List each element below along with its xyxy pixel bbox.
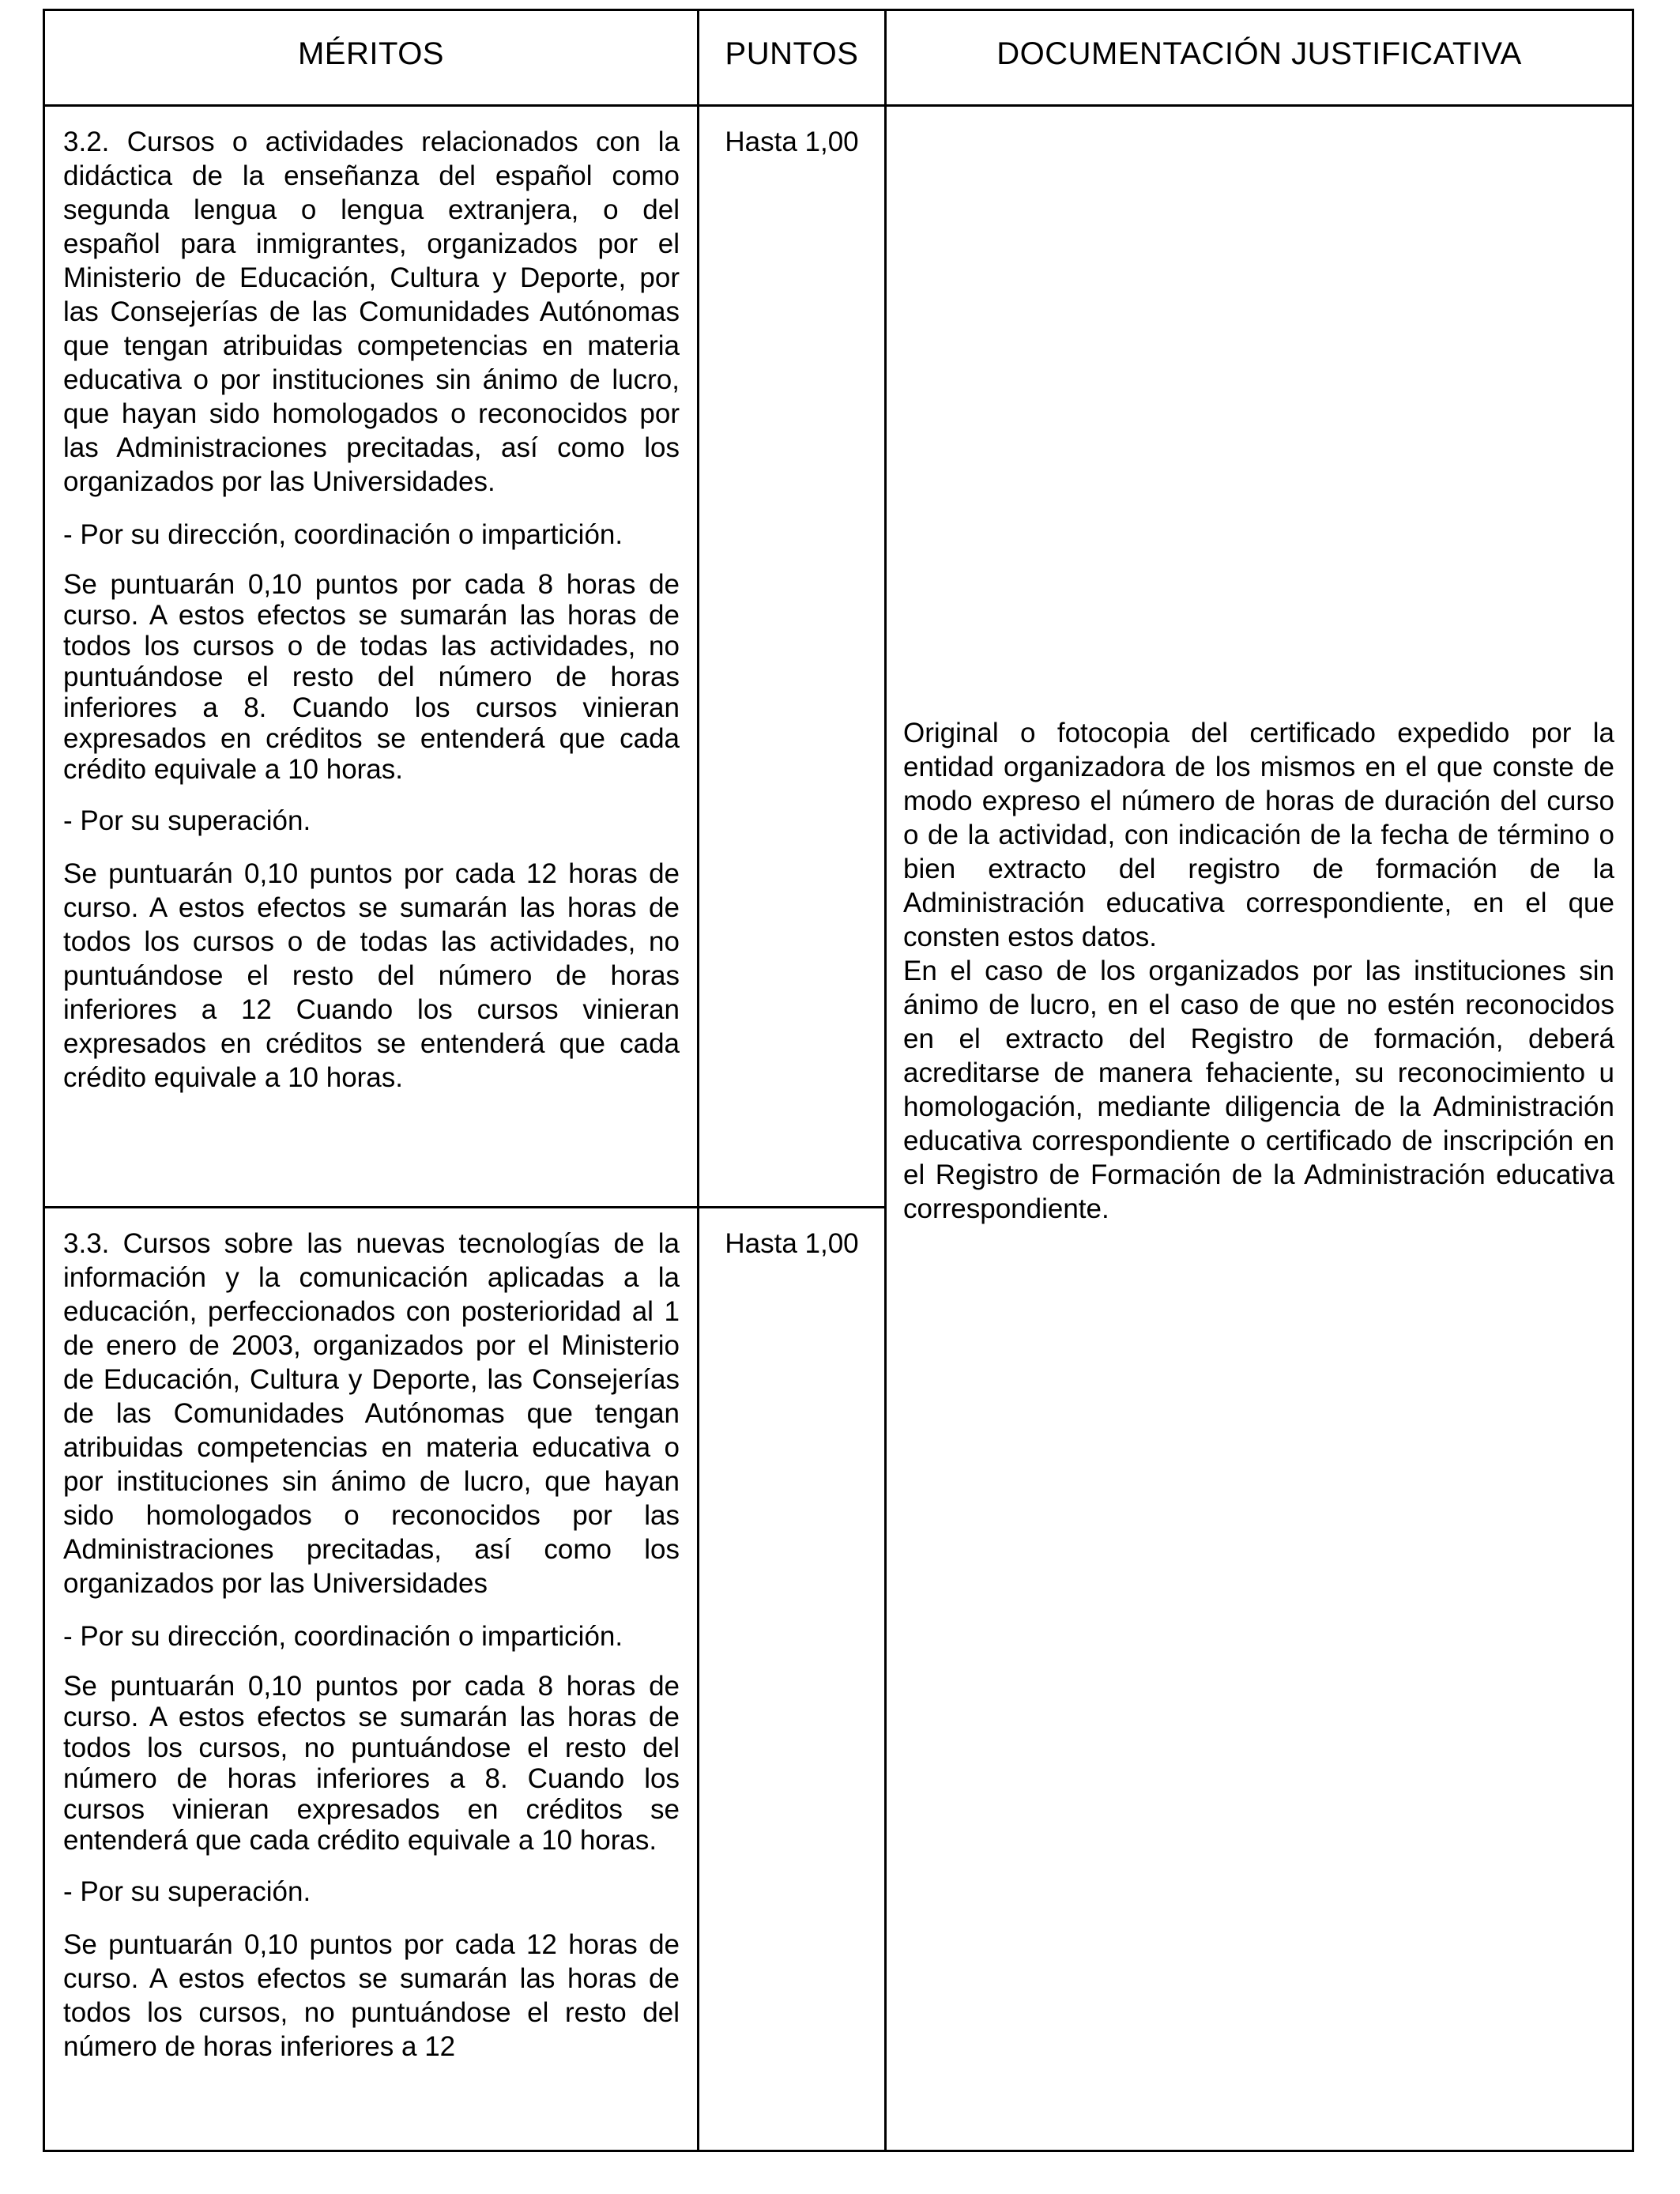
superation-label: - Por su superación. [63, 1876, 311, 1907]
header-meritos-label: MÉRITOS [297, 36, 444, 71]
column-divider-1 [697, 9, 699, 2152]
points-cell-3-2 [699, 125, 884, 159]
documentation-paragraph-1: Original o fotocopia del certificado expedido por la entidad organizadora de los mismos en el que conste de modo expreso el número de horas de duración del curso o de la actividad, con indicación de la fecha de término o bien extracto del registro de formación de la Administración educativa correspondiente, en el que consten estos datos. [903, 718, 1614, 952]
superation-label: - Por su superación. [63, 805, 311, 836]
header-documentacion [887, 11, 1632, 96]
header-meritos [45, 11, 697, 96]
superation-rule: Se puntuarán 0,10 puntos por cada 12 horas de curso. A estos efectos se sumarán las horas de todos los cursos, no puntuándose el resto del número de horas inferiores a 12 [63, 1929, 680, 2062]
row-separator [43, 1206, 887, 1208]
documentation-paragraph-2: En el caso de los organizados por las instituciones sin ánimo de lucro, en el caso de que no estén reconocidos en el extracto del Registro de formación, deberá acreditarse de manera fehaciente, su reconocimiento u homologación, mediante diligencia de la Administración educativa correspondiente o certificado de inscripción en el Registro de Formación de la Administración educativa correspondiente. [903, 956, 1614, 1224]
column-divider-2 [884, 9, 887, 2152]
points-cell-3-3 [699, 1227, 884, 1261]
merit-intro: 3.2. Cursos o actividades relacionados con la didáctica de la enseñanza del español como segunda lengua o lengua extranjera, o del español para inmigrantes, organizados por el Ministerio de Educación, Cultura y Deporte, por las Consejerías de las Comunidades Autónomas que tengan atribuidas competencias en materia educativa o por instituciones sin ánimo de lucro, que hayan sido homologados o reconocidos por las Administraciones precitadas, así como los organizados por las Universidades. [63, 126, 680, 497]
merit-cell-3-3 [63, 1227, 680, 2064]
header-puntos [699, 11, 884, 96]
header-bottom-border [43, 104, 1634, 107]
direction-rule: Se puntuarán 0,10 puntos por cada 8 horas de curso. A estos efectos se sumarán las horas de todos los cursos, no puntuándose el resto del número de horas inferiores a 8. Cuando los cursos vinieran expresados en créditos se entenderá que cada crédito equivale a 10 horas. [63, 1671, 680, 1856]
header-documentacion-label: DOCUMENTACIÓN JUSTIFICATIVA [996, 36, 1522, 71]
points-value: Hasta 1,00 [725, 1228, 859, 1259]
table-bottom-border [43, 2150, 1634, 2152]
documentation-cell [903, 716, 1614, 1226]
header-puntos-label: PUNTOS [725, 36, 859, 71]
points-value: Hasta 1,00 [725, 126, 859, 157]
merit-cell-3-2 [63, 125, 680, 1095]
table-right-border [1632, 9, 1634, 2152]
direction-label: - Por su dirección, coordinación o impartición. [63, 519, 623, 550]
superation-rule: Se puntuarán 0,10 puntos por cada 12 horas de curso. A estos efectos se sumarán las horas de todos los cursos o de todas las actividades, no puntuándose el resto del número de horas inferiores a 12 Cuando los cursos vinieran expresados en créditos se entenderá que cada crédito equivale a 10 horas. [63, 858, 680, 1093]
table-left-border [43, 9, 45, 2152]
direction-label: - Por su dirección, coordinación o impartición. [63, 1621, 623, 1652]
merit-intro: 3.3. Cursos sobre las nuevas tecnologías de la información y la comunicación aplicadas a la educación, perfeccionados con posterioridad al 1 de enero de 2003, organizados por el Ministerio de Educación, Cultura y Deporte, las Consejerías de las Comunidades Autónomas que tengan atribuidas competencias en materia educativa o por instituciones sin ánimo de lucro, que hayan sido homologados o reconocidos por las Administraciones precitadas, así como los organizados por las Universidades [63, 1228, 680, 1599]
direction-rule: Se puntuarán 0,10 puntos por cada 8 horas de curso. A estos efectos se sumarán las horas de todos los cursos o de todas las actividades, no puntuándose el resto del número de horas inferiores a 8. Cuando los cursos vinieran expresados en créditos se entenderá que cada crédito equivale a 10 horas. [63, 569, 680, 785]
